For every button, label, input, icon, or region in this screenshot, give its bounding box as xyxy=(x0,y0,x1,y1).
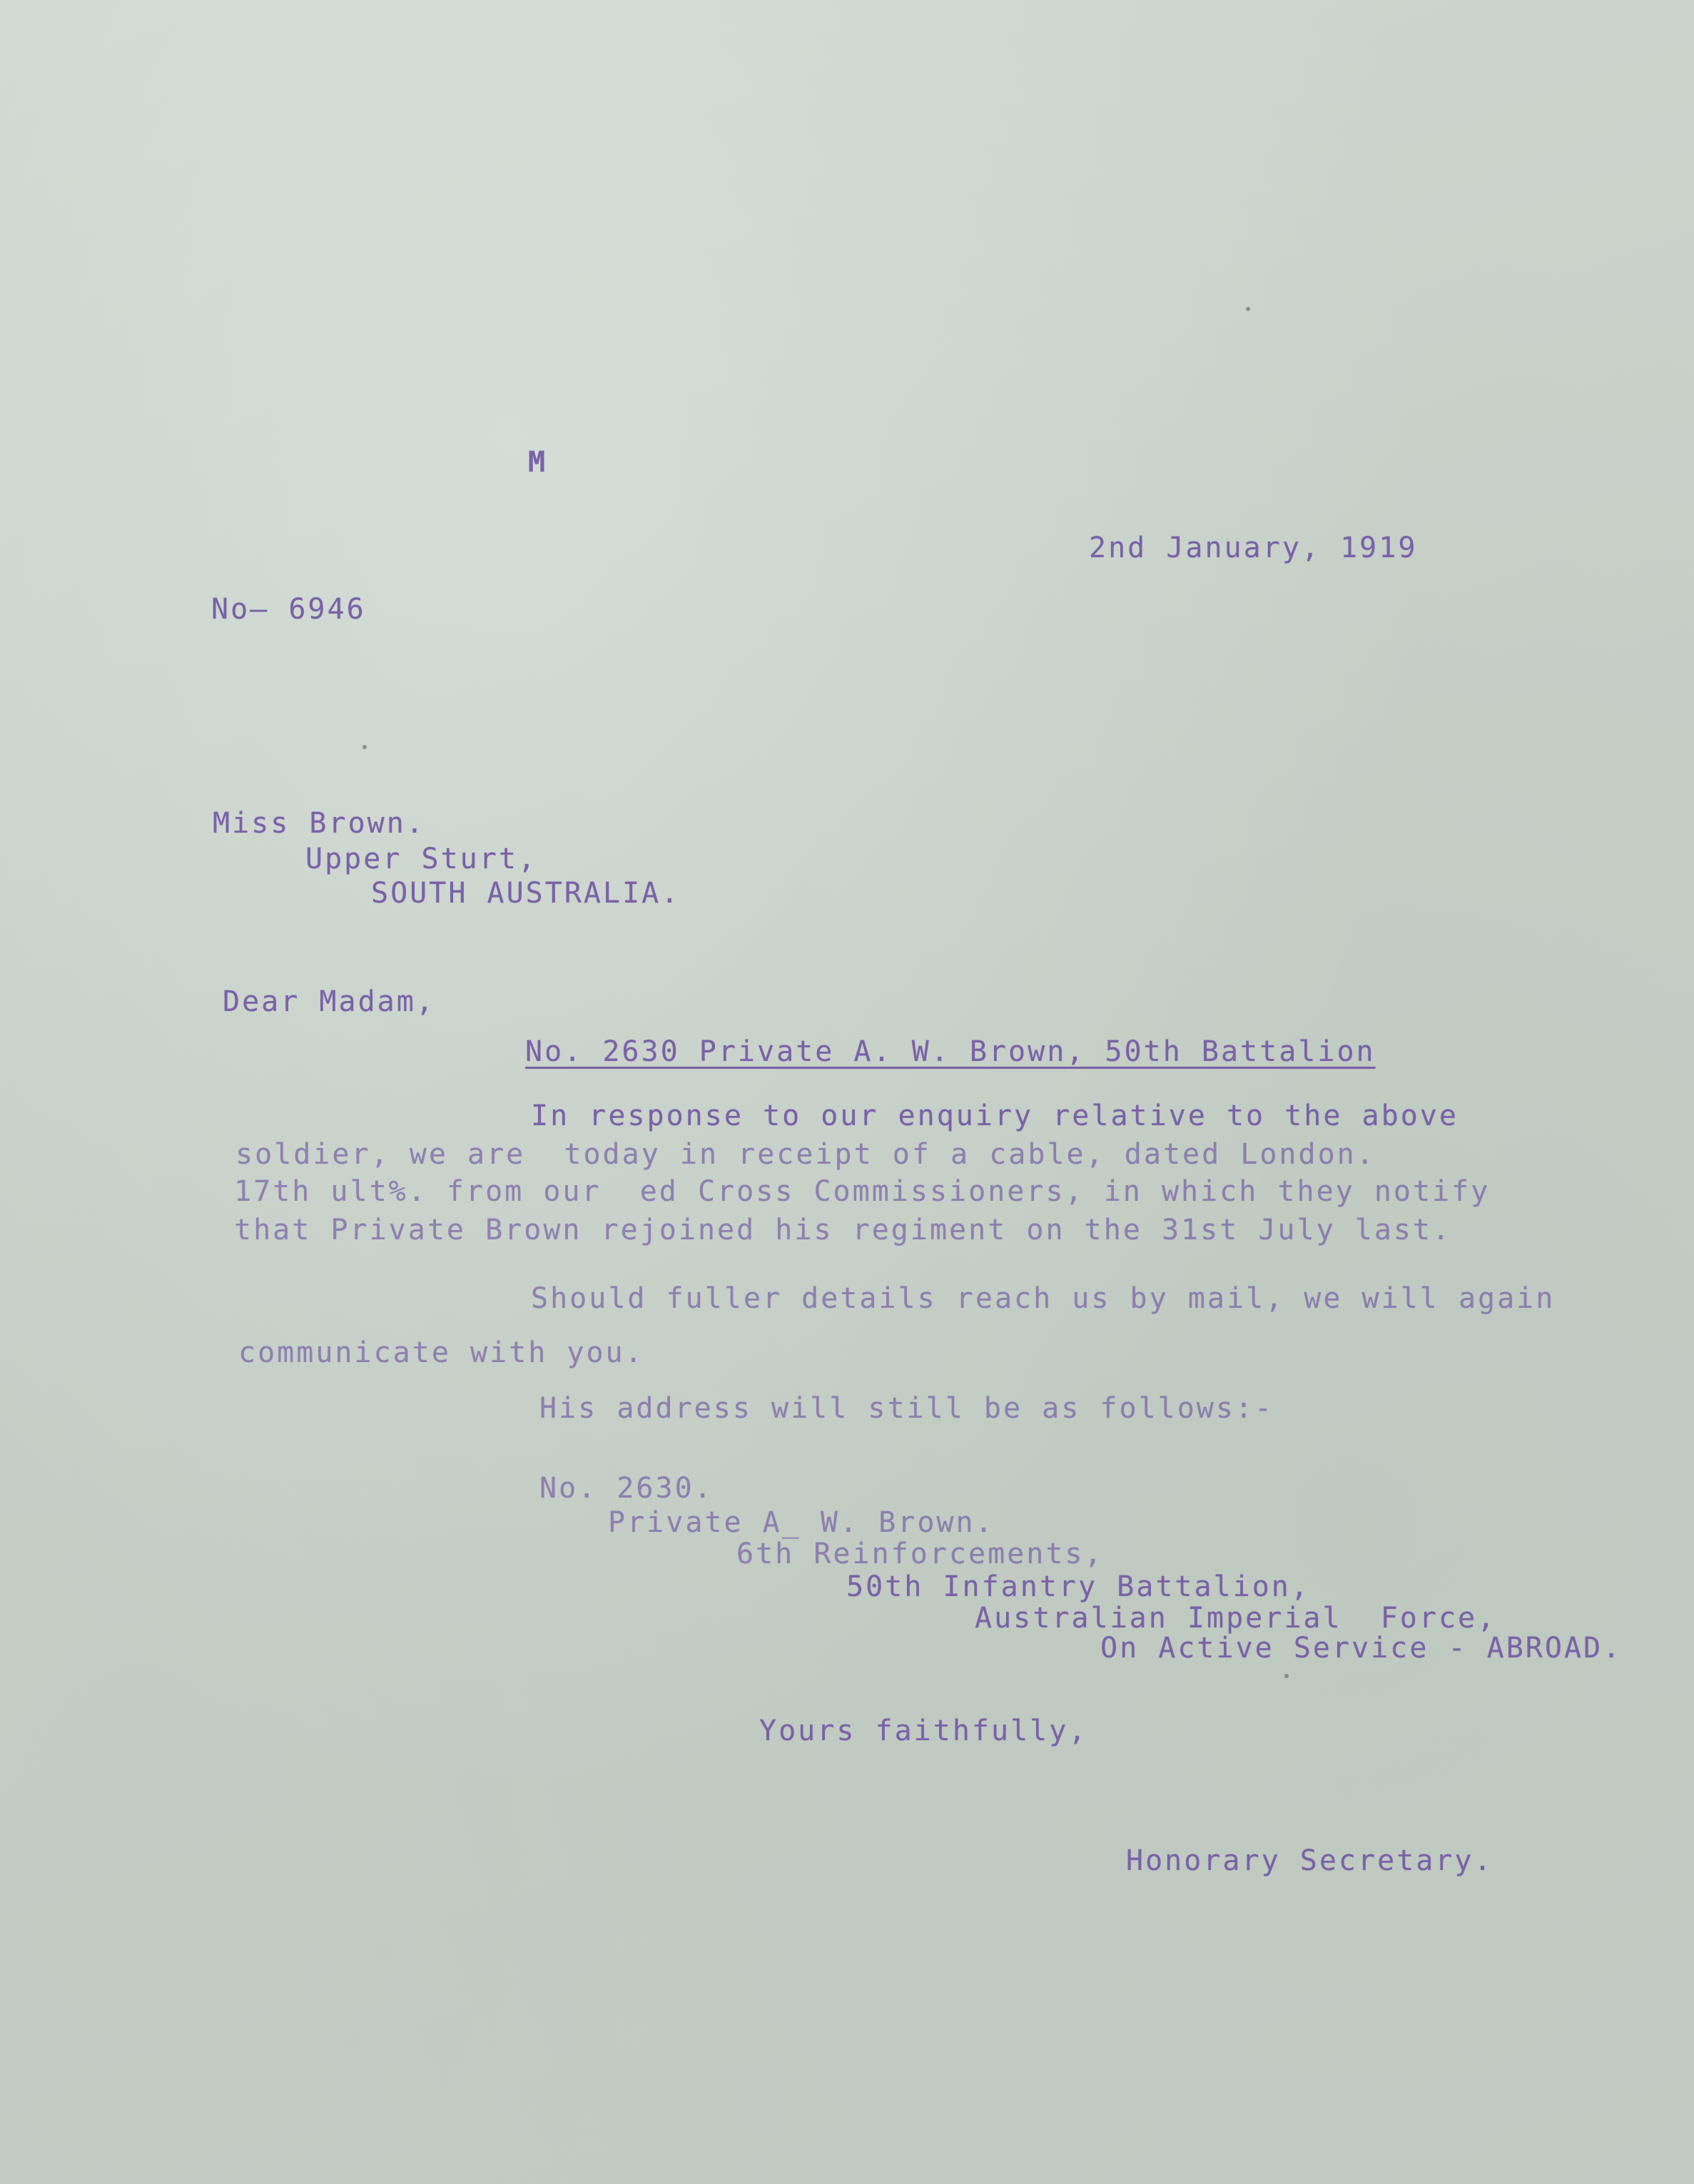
recipient-name: Miss Brown. xyxy=(213,807,425,840)
address-force: Australian Imperial Force, xyxy=(975,1602,1497,1635)
body-paragraph-1-line-2: soldier, we are today in receipt of a cable, dated London. xyxy=(235,1138,1376,1171)
recipient-town: Upper Sturt, xyxy=(305,843,537,875)
letter-date: 2nd January, 1919 xyxy=(1089,532,1418,564)
address-soldier-name: Private A_ W. Brown. xyxy=(608,1506,995,1539)
reference-number: No— 6946 xyxy=(211,593,366,626)
signature-title: Honorary Secretary. xyxy=(1126,1844,1493,1877)
body-paragraph-1-line-1: In response to our enquiry relative to the above xyxy=(531,1099,1459,1132)
subject-line: No. 2630 Private A. W. Brown, 50th Battalion xyxy=(525,1035,1376,1068)
body-paragraph-2-line-1: Should fuller details reach us by mail, we will again xyxy=(531,1282,1556,1315)
body-paragraph-2-line-2: communicate with you. xyxy=(238,1336,644,1369)
letterhead-initial: M xyxy=(528,446,548,479)
paper-blemish xyxy=(362,745,367,749)
address-battalion: 50th Infantry Battalion, xyxy=(846,1570,1310,1603)
body-paragraph-1-line-3: 17th ult%. from our ed Cross Commissioners, in which they notify xyxy=(234,1175,1491,1208)
address-number: No. 2630. xyxy=(539,1472,714,1505)
address-service: On Active Service - ABROAD. xyxy=(1100,1632,1623,1665)
address-reinforcements: 6th Reinforcements, xyxy=(736,1538,1104,1570)
paper-blemish xyxy=(1284,1674,1289,1678)
body-paragraph-1-line-4: that Private Brown rejoined his regiment on the 31st July last. xyxy=(234,1214,1452,1246)
paper-blemish xyxy=(1246,307,1250,311)
body-paragraph-3: His address will still be as follows:- xyxy=(539,1392,1274,1425)
recipient-state: SOUTH AUSTRALIA. xyxy=(371,877,681,910)
closing: Yours faithfully, xyxy=(759,1715,1088,1747)
salutation: Dear Madam, xyxy=(223,985,435,1018)
